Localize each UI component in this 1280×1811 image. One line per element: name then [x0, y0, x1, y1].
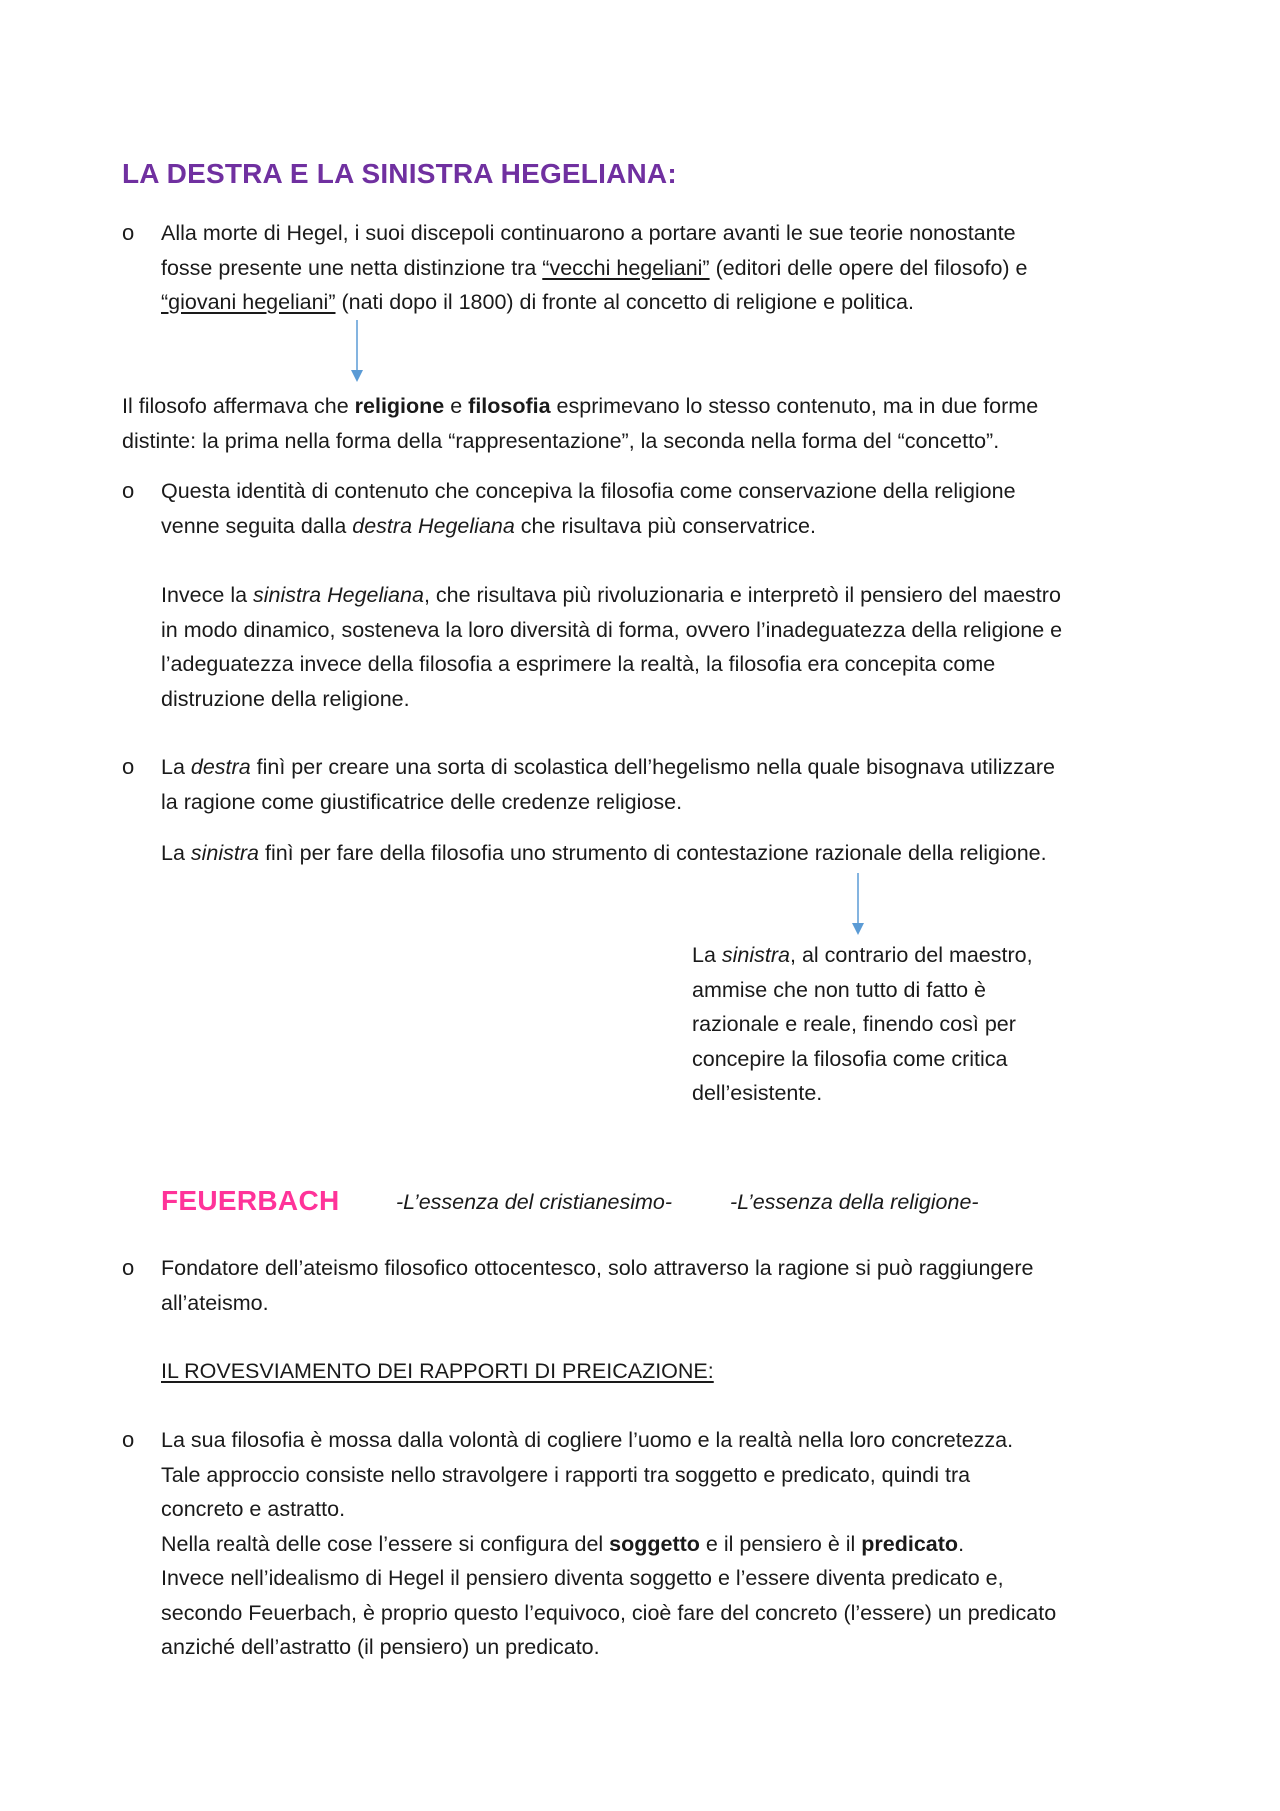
- line: [161, 578, 1181, 613]
- line: [161, 682, 1181, 717]
- line: [161, 1492, 1181, 1527]
- text: Questa identità di contenuto che concepiva la filosofia come conservazione della religione: [161, 479, 1016, 503]
- text: .: [958, 1531, 965, 1556]
- section-title-destra-sinistra: LA DESTRA E LA SINISTRA HEGELIANA:: [122, 158, 677, 189]
- line: [161, 216, 1181, 251]
- work-title-essenza-religione: -L’essenza della religione-: [730, 1190, 979, 1214]
- text: la ragione come giustificatrice delle credenze religiose.: [161, 789, 683, 814]
- paragraph-destra-hegeliana: [161, 474, 1181, 543]
- text: Alla morte di Hegel, i suoi discepoli continuarono a portare avanti le sue teorie nonostante: [161, 221, 1016, 245]
- line: [161, 750, 1181, 785]
- line: [161, 1527, 1181, 1562]
- text: secondo Feuerbach, è proprio questo l’equivoco, cioè fare del concreto (l’essere) un predicato: [161, 1600, 1057, 1625]
- line: [161, 1561, 1181, 1596]
- text: Invece nell’idealismo di Hegel il pensiero diventa soggetto e l’essere diventa predicato e,: [161, 1566, 1004, 1590]
- line: [161, 613, 1181, 648]
- line: [692, 1076, 1112, 1111]
- paragraph-ateismo: [161, 1251, 1181, 1320]
- line: [161, 474, 1181, 509]
- text: La: [692, 943, 722, 967]
- bullet-marker: o: [122, 1427, 135, 1452]
- text: Tale approccio consiste nello stravolgere i rapporti tra soggetto e predicato, quindi tra: [161, 1462, 971, 1487]
- text: , al contrario del maestro,: [790, 943, 1033, 967]
- text: La: [161, 755, 191, 779]
- text: venne seguita dalla: [161, 513, 353, 538]
- text: che risultava più conservatrice.: [514, 513, 816, 538]
- bold-term-religione: religione: [354, 394, 445, 418]
- bullet-marker: o: [122, 754, 135, 779]
- down-arrow-icon: [851, 873, 865, 935]
- italic-term-sinistra: sinistra: [190, 841, 259, 865]
- line: [161, 1458, 1181, 1493]
- text: finì per creare una sorta di scolastica dell’hegelismo nella quale bisognava utilizzare: [250, 755, 1055, 779]
- side-note-sinistra-critica: [692, 938, 1112, 1111]
- line: [692, 938, 1112, 973]
- line: [161, 1596, 1181, 1631]
- text: La: [161, 841, 191, 865]
- bullet-marker: o: [122, 220, 135, 245]
- text: (nati dopo il 1800) di fronte al concetto di religione e politica.: [335, 290, 914, 314]
- italic-term-destra-hegeliana: destra Hegeliana: [352, 513, 515, 538]
- line: [692, 1042, 1112, 1077]
- underlined-term-giovani-hegeliani: “giovani hegeliani”: [161, 290, 336, 314]
- line: [161, 1251, 1181, 1286]
- italic-term-destra: destra: [190, 755, 251, 779]
- italic-term-sinistra: sinistra: [721, 943, 790, 967]
- paragraph-destra-scolastica: [161, 750, 1181, 819]
- underlined-term-vecchi-hegeliani: “vecchi hegeliani”: [542, 255, 710, 280]
- bold-term-predicato: predicato: [861, 1531, 959, 1556]
- text: e il pensiero è il: [699, 1531, 862, 1556]
- text: Fondatore dell’ateismo filosofico ottocentesco, solo attraverso la ragione si può raggiungere: [161, 1256, 1034, 1280]
- line: [161, 1423, 1181, 1458]
- text: ammise che non tutto di fatto è: [692, 977, 986, 1002]
- down-arrow-icon: [350, 320, 364, 382]
- text: Il filosofo affermava che: [122, 394, 355, 418]
- text: anziché dell’astratto (il pensiero) un predicato.: [161, 1635, 600, 1659]
- text: distruzione della religione.: [161, 686, 410, 711]
- text: Invece la: [161, 583, 254, 607]
- line: [161, 509, 1181, 544]
- text: concreto e astratto.: [161, 1497, 346, 1521]
- line: [161, 647, 1181, 682]
- text: (editori delle opere del filosofo) e: [709, 255, 1028, 280]
- line: [692, 1007, 1112, 1042]
- line: [122, 389, 1182, 424]
- text: e: [444, 394, 469, 418]
- bullet-marker: o: [122, 478, 135, 503]
- paragraph-sinistra-hegeliana: [161, 578, 1181, 716]
- italic-term-sinistra-hegeliana: sinistra Hegeliana: [253, 583, 424, 607]
- subsection-title-rovesciamento: IL ROVESVIAMENTO DEI RAPPORTI DI PREICAZIONE:: [161, 1359, 714, 1383]
- line: [122, 424, 1182, 459]
- text: finì per fare della filosofia uno strumento di contestazione razionale della religione.: [259, 841, 1047, 865]
- paragraph-sinistra-contestazione: [161, 836, 1181, 871]
- line: [161, 836, 1181, 871]
- text: l’adeguatezza invece della filosofia a esprimere la realtà, la filosofia era concepita come: [161, 652, 996, 676]
- text: all’ateismo.: [161, 1290, 269, 1315]
- line: [161, 251, 1181, 286]
- text: fosse presente une netta distinzione tra: [161, 255, 543, 280]
- line: [161, 1286, 1181, 1321]
- text: dell’esistente.: [692, 1081, 823, 1105]
- line: [161, 285, 1181, 320]
- line: [161, 785, 1181, 820]
- paragraph-religione-filosofia: [122, 389, 1182, 458]
- bold-term-filosofia: filosofia: [468, 394, 551, 418]
- work-title-essenza-cristianesimo: -L’essenza del cristianesimo-: [396, 1190, 673, 1214]
- line: [692, 973, 1112, 1008]
- paragraph-soggetto-predicato: [161, 1423, 1181, 1665]
- text: concepire la filosofia come critica: [692, 1046, 1008, 1071]
- bullet-marker: o: [122, 1255, 135, 1280]
- text: , che risultava più rivoluzionaria e interpretò il pensiero del maestro: [423, 583, 1061, 607]
- text: in modo dinamico, sosteneva la loro diversità di forma, ovvero l’inadeguatezza della religione e: [161, 617, 1063, 642]
- text: distinte: la prima nella forma della “rappresentazione”, la seconda nella forma del “concetto”.: [122, 428, 1000, 453]
- bold-term-soggetto: soggetto: [609, 1531, 700, 1556]
- section-title-feuerbach: FEUERBACH: [161, 1185, 340, 1216]
- paragraph-hegel-death: [161, 216, 1181, 320]
- line: [161, 1630, 1181, 1665]
- text: razionale e reale, finendo così per: [692, 1012, 1016, 1036]
- text: La sua filosofia è mossa dalla volontà di cogliere l’uomo e la realtà nella loro concretezza.: [161, 1428, 1014, 1452]
- text: Nella realtà delle cose l’essere si configura del: [161, 1531, 610, 1556]
- text: esprimevano lo stesso contenuto, ma in due forme: [550, 394, 1039, 418]
